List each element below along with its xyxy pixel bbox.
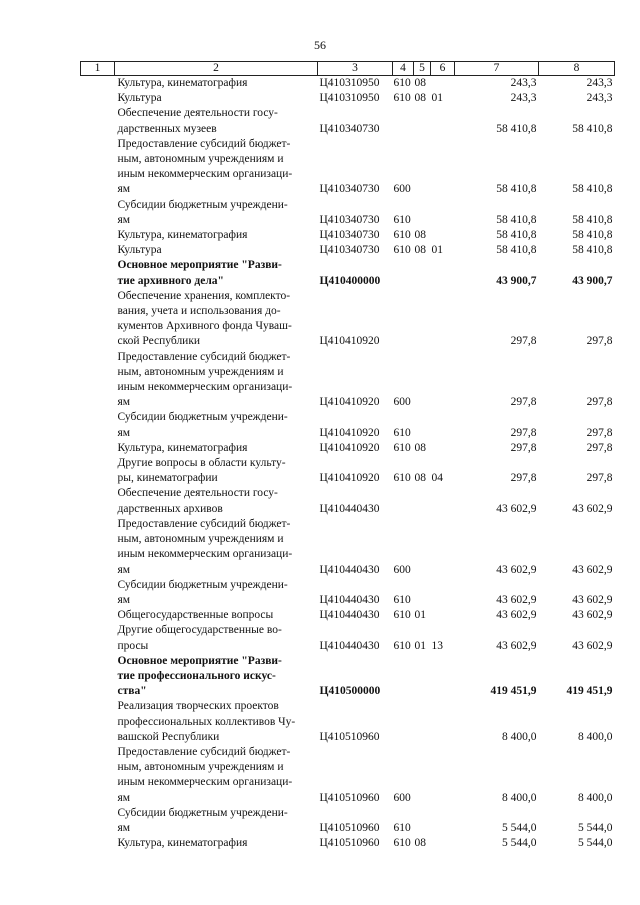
item-name: Обеспечение деятельности госу- дарственных архивов <box>117 487 278 515</box>
amount-col8: 8 400,0 <box>578 791 613 804</box>
amount-col7: 297,8 <box>510 396 537 409</box>
amount-col8: 5 544,0 <box>578 837 613 850</box>
target-code: Ц410510960 <box>319 730 380 743</box>
expense-type: 610 <box>393 609 411 622</box>
amount-col8: 43 602,9 <box>572 639 613 652</box>
section <box>414 137 431 198</box>
section: 08 <box>414 229 426 242</box>
budget-table <box>80 61 615 851</box>
subsection <box>431 258 455 288</box>
expense-type: 610 <box>393 77 411 89</box>
expense-type: 610 <box>393 229 411 242</box>
table-row <box>81 76 615 92</box>
subsection <box>431 608 455 623</box>
row-number <box>81 486 115 516</box>
target-code: Ц410410920 <box>319 426 380 439</box>
expense-type: 600 <box>393 396 411 409</box>
amount-col8: 43 900,7 <box>572 274 613 287</box>
column-header: 7 <box>455 62 539 76</box>
amount-col8: 43 602,9 <box>572 502 613 515</box>
subsection <box>431 836 455 851</box>
target-code: Ц410310950 <box>319 77 380 89</box>
target-code: Ц410410920 <box>319 396 380 409</box>
subsection <box>431 578 455 608</box>
subsection <box>431 441 455 456</box>
section <box>414 699 431 745</box>
expense-type: 610 <box>393 441 411 454</box>
row-number <box>81 578 115 608</box>
amount-col8: 58 410,8 <box>572 229 613 242</box>
table-row <box>81 258 615 288</box>
row-number <box>81 350 115 411</box>
subsection <box>431 350 455 411</box>
item-name: Субсидии бюджетным учреждени- ям <box>117 578 288 606</box>
amount-col7: 8 400,0 <box>502 730 537 743</box>
amount-col7: 243,3 <box>510 92 537 105</box>
expense-type <box>393 654 414 700</box>
table-row <box>81 836 615 851</box>
row-number <box>81 806 115 836</box>
item-name: Субсидии бюджетным учреждени- ям <box>117 411 288 439</box>
row-number <box>81 410 115 440</box>
amount-col8: 58 410,8 <box>572 183 613 196</box>
section <box>414 198 431 228</box>
item-name: Обеспечение деятельности госу- дарственных музеев <box>117 107 278 135</box>
section <box>414 578 431 608</box>
subsection <box>431 228 455 243</box>
amount-col8: 243,3 <box>586 92 613 105</box>
amount-col7: 43 900,7 <box>496 274 537 287</box>
target-code: Ц410440430 <box>319 593 380 606</box>
expense-type: 610 <box>393 593 411 606</box>
table-row <box>81 106 615 136</box>
item-name: Предоставление субсидий бюджет- ным, автономным учреждениям и иным некоммерческим организаци- ям <box>117 350 293 409</box>
row-number <box>81 623 115 653</box>
page-number: 56 <box>314 38 326 52</box>
expense-type: 600 <box>393 183 411 196</box>
item-name: Культура <box>117 244 162 257</box>
item-name: Другие вопросы в области культу- ры, кинематографии <box>117 457 286 485</box>
column-header: 1 <box>81 62 115 76</box>
target-code: Ц410340730 <box>319 122 380 135</box>
subsection: 01 <box>431 244 443 257</box>
amount-col8: 297,8 <box>586 335 613 348</box>
amount-col7: 43 602,9 <box>496 563 537 576</box>
target-code: Ц410440430 <box>319 639 380 652</box>
target-code: Ц410340730 <box>319 213 380 226</box>
target-code: Ц410400000 <box>319 274 381 287</box>
column-header: 8 <box>539 62 615 76</box>
section <box>414 106 431 136</box>
section: 01 <box>414 639 426 652</box>
row-number <box>81 836 115 851</box>
subsection: 01 <box>431 92 443 105</box>
amount-col8: 243,3 <box>586 77 613 89</box>
row-number <box>81 456 115 486</box>
table-row <box>81 441 615 456</box>
amount-col7: 297,8 <box>510 335 537 348</box>
item-name: Обеспечение хранения, комплекто- вания, учета и использования до- кументов Архивного фонда Чуваш- ской Республики <box>117 289 292 348</box>
table-row <box>81 456 615 486</box>
row-number <box>81 289 115 350</box>
target-code: Ц410500000 <box>319 685 381 698</box>
table-row <box>81 608 615 623</box>
item-name: Основное мероприятие "Разви- тие профессионального искус- ства" <box>117 654 282 698</box>
item-name: Другие общегосударственные во- просы <box>117 624 282 652</box>
expense-type <box>393 258 414 288</box>
subsection <box>431 654 455 700</box>
expense-type <box>393 106 414 136</box>
amount-col8: 58 410,8 <box>572 244 613 257</box>
item-name: Культура, кинематография <box>117 441 248 454</box>
row-number <box>81 243 115 258</box>
item-name: Культура, кинематография <box>117 229 248 242</box>
target-code: Ц410510960 <box>319 791 380 804</box>
amount-col7: 243,3 <box>510 77 537 89</box>
subsection <box>431 699 455 745</box>
subsection <box>431 806 455 836</box>
table-body <box>81 76 615 852</box>
row-number <box>81 198 115 228</box>
table-row <box>81 289 615 350</box>
amount-col8: 297,8 <box>586 396 613 409</box>
amount-col7: 58 410,8 <box>496 244 537 257</box>
expense-type <box>393 289 414 350</box>
section: 08 <box>414 77 426 89</box>
item-name: Предоставление субсидий бюджет- ным, автономным учреждениям и иным некоммерческим организаци- ям <box>117 517 293 576</box>
subsection: 04 <box>431 472 443 485</box>
amount-col7: 5 544,0 <box>502 837 537 850</box>
column-header: 3 <box>318 62 393 76</box>
target-code: Ц410440430 <box>319 609 380 622</box>
section: 08 <box>414 441 426 454</box>
item-name: Предоставление субсидий бюджет- ным, автономным учреждениям и иным некоммерческим организаци- ям <box>117 137 293 196</box>
target-code: Ц410440430 <box>319 563 380 576</box>
item-name: Культура, кинематография <box>117 77 248 89</box>
row-number <box>81 137 115 198</box>
target-code: Ц410410920 <box>319 472 380 485</box>
table-row <box>81 137 615 198</box>
section <box>414 486 431 516</box>
amount-col8: 419 451,9 <box>566 685 613 698</box>
amount-col7: 297,8 <box>510 472 537 485</box>
section: 08 <box>414 244 426 257</box>
subsection <box>431 198 455 228</box>
subsection <box>431 106 455 136</box>
row-number <box>81 517 115 578</box>
table-row <box>81 699 615 745</box>
amount-col7: 58 410,8 <box>496 213 537 226</box>
amount-col7: 43 602,9 <box>496 639 537 652</box>
table-row <box>81 91 615 106</box>
section: 08 <box>414 837 426 850</box>
subsection <box>431 486 455 516</box>
amount-col7: 43 602,9 <box>496 593 537 606</box>
table-row <box>81 517 615 578</box>
section <box>414 410 431 440</box>
expense-type: 600 <box>393 563 411 576</box>
subsection <box>431 76 455 92</box>
section <box>414 654 431 700</box>
subsection <box>431 137 455 198</box>
expense-type: 610 <box>393 821 411 834</box>
table-row <box>81 410 615 440</box>
table-row <box>81 654 615 700</box>
section <box>414 289 431 350</box>
row-number <box>81 608 115 623</box>
column-header: 2 <box>115 62 318 76</box>
table-row <box>81 228 615 243</box>
amount-col8: 58 410,8 <box>572 213 613 226</box>
item-name: Общегосударственные вопросы <box>117 609 274 622</box>
row-number <box>81 699 115 745</box>
expense-type: 610 <box>393 92 411 105</box>
amount-col7: 297,8 <box>510 441 537 454</box>
row-number <box>81 76 115 92</box>
section <box>414 745 431 806</box>
section <box>414 517 431 578</box>
row-number <box>81 745 115 806</box>
target-code: Ц410510960 <box>319 821 380 834</box>
column-header: 5 <box>414 62 431 76</box>
amount-col8: 297,8 <box>586 472 613 485</box>
subsection: 13 <box>431 639 443 652</box>
target-code: Ц410340730 <box>319 183 380 196</box>
item-name: Субсидии бюджетным учреждени- ям <box>117 806 288 834</box>
table-row <box>81 806 615 836</box>
section <box>414 258 431 288</box>
expense-type: 610 <box>393 837 411 850</box>
amount-col7: 58 410,8 <box>496 122 537 135</box>
section <box>414 350 431 411</box>
target-code: Ц410510960 <box>319 837 380 850</box>
row-number <box>81 228 115 243</box>
section <box>414 806 431 836</box>
expense-type: 610 <box>393 213 411 226</box>
amount-col8: 43 602,9 <box>572 609 613 622</box>
subsection <box>431 289 455 350</box>
row-number <box>81 106 115 136</box>
target-code: Ц410410920 <box>319 441 380 454</box>
subsection <box>431 410 455 440</box>
row-number <box>81 258 115 288</box>
target-code: Ц410340730 <box>319 244 380 257</box>
amount-col7: 58 410,8 <box>496 183 537 196</box>
amount-col8: 5 544,0 <box>578 821 613 834</box>
expense-type <box>393 699 414 745</box>
amount-col8: 297,8 <box>586 441 613 454</box>
target-code: Ц410440430 <box>319 502 380 515</box>
amount-col8: 8 400,0 <box>578 730 613 743</box>
table-row <box>81 623 615 653</box>
amount-col7: 419 451,9 <box>490 685 537 698</box>
table-row <box>81 350 615 411</box>
amount-col7: 43 602,9 <box>496 502 537 515</box>
expense-type: 610 <box>393 472 411 485</box>
amount-col7: 43 602,9 <box>496 609 537 622</box>
target-code: Ц410340730 <box>319 229 380 242</box>
expense-type: 600 <box>393 791 411 804</box>
item-name: Основное мероприятие "Разви- тие архивного дела" <box>117 259 282 287</box>
row-number <box>81 91 115 106</box>
subsection <box>431 745 455 806</box>
amount-col7: 8 400,0 <box>502 791 537 804</box>
amount-col7: 297,8 <box>510 426 537 439</box>
expense-type: 610 <box>393 639 411 652</box>
row-number <box>81 441 115 456</box>
target-code: Ц410410920 <box>319 335 380 348</box>
item-name: Субсидии бюджетным учреждени- ям <box>117 198 288 226</box>
section: 01 <box>414 609 426 622</box>
section: 08 <box>414 92 426 105</box>
amount-col8: 43 602,9 <box>572 593 613 606</box>
item-name: Культура <box>117 92 162 105</box>
amount-col8: 58 410,8 <box>572 122 613 135</box>
amount-col7: 58 410,8 <box>496 229 537 242</box>
table-row <box>81 578 615 608</box>
table-row <box>81 486 615 516</box>
subsection <box>431 517 455 578</box>
column-header: 6 <box>431 62 455 76</box>
column-header: 4 <box>393 62 414 76</box>
section: 08 <box>414 472 426 485</box>
amount-col8: 43 602,9 <box>572 563 613 576</box>
item-name: Культура, кинематография <box>117 837 248 850</box>
expense-type: 610 <box>393 426 411 439</box>
expense-type <box>393 486 414 516</box>
table-row <box>81 243 615 258</box>
table-row <box>81 745 615 806</box>
amount-col8: 297,8 <box>586 426 613 439</box>
table-row <box>81 198 615 228</box>
expense-type: 610 <box>393 244 411 257</box>
header-row <box>81 62 615 76</box>
amount-col7: 5 544,0 <box>502 821 537 834</box>
target-code: Ц410310950 <box>319 92 380 105</box>
item-name: Предоставление субсидий бюджет- ным, автономным учреждениям и иным некоммерческим организаци- ям <box>117 745 293 804</box>
row-number <box>81 654 115 700</box>
item-name: Реализация творческих проектов профессиональных коллективов Чу- вашской Республики <box>117 700 296 743</box>
